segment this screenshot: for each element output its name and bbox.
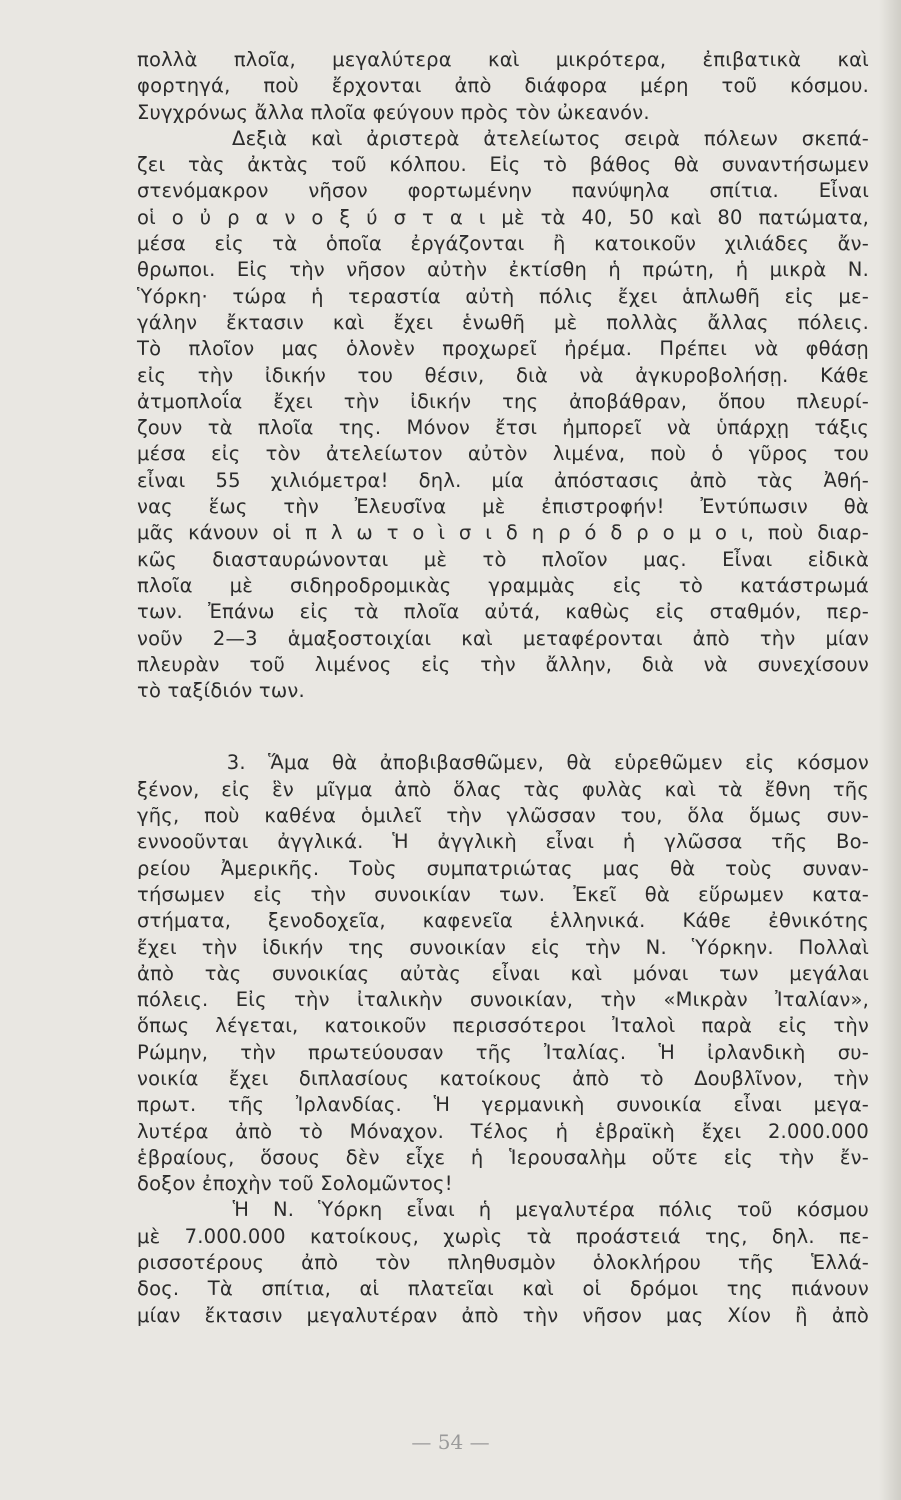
text-line: εννοοῦνται ἀγγλικά. Ἡ ἀγγλικὴ εἶναι ἡ γλῶσσα τῆς Βο-	[137, 830, 869, 854]
text-line: εἶναι 55 χιλιόμετρα! δηλ. μία ἀπόστασις ἀπὸ τὰς Ἀθή-	[137, 468, 869, 492]
text-line: ζουν τὰ πλοῖα της. Μόνον ἔτσι ἠμπορεῖ νὰ ὑπάρχῃ τάξις	[137, 416, 869, 440]
paragraph-gap	[137, 704, 869, 750]
text-line: ξένον, εἰς ἓν μῖγμα ἀπὸ ὅλας τὰς φυλὰς καὶ τὰ ἔθνη τῆς	[137, 777, 869, 801]
paragraph-3	[137, 1197, 869, 1328]
text-line: ρείου Ἀμερικῆς. Τοὺς συμπατριώτας μας θὰ τοὺς συναν-	[137, 856, 869, 880]
text-line: ἔχει τὴν ἰδικήν της συνοικίαν εἰς τὴν Ν. Ὑόρκην. Πολλαὶ	[137, 935, 869, 959]
text-line: μίαν ἔκτασιν μεγαλυτέραν ἀπὸ τὴν νῆσον μας Χίον ἢ ἀπὸ	[137, 1303, 869, 1327]
text-line: τὸ ταξίδιόν των.	[137, 679, 305, 703]
text-line: ὅπως λέγεται, κατοικοῦν περισσότεροι Ἰταλοὶ παρὰ εἰς τὴν	[137, 1014, 869, 1038]
text-line: ἀπὸ τὰς συνοικίας αὐτὰς εἶναι καὶ μόναι των μεγάλαι	[137, 961, 869, 985]
text-line: ρισσοτέρους ἀπὸ τὸν πληθυσμὸν ὁλοκλήρου τῆς Ἑλλά-	[137, 1251, 869, 1275]
text-line: ἀτμοπλοΐα ἔχει τὴν ἰδικήν της ἀποβάθραν, ὅπου πλευρί-	[137, 389, 869, 413]
text-line: δος. Τὰ σπίτια, αἱ πλατεῖαι καὶ οἱ δρόμοι της πιάνουν	[137, 1277, 869, 1301]
text-line: νας ἕως τὴν Ἐλευσῖνα μὲ ἐπιστροφήν! Ἐντύπωσιν θὰ	[137, 495, 869, 519]
text-line: πολλὰ πλοῖα, μεγαλύτερα καὶ μικρότερα, ἐπιβατικὰ καὶ	[137, 48, 869, 71]
text-line: νοικία ἔχει διπλασίους κατοίκους ἀπὸ τὸ Δουβλῖνον, τὴν	[137, 1066, 869, 1090]
text-line: θρωποι. Εἰς τὴν νῆσον αὐτὴν ἐκτίσθη ἡ πρώτη, ἡ μικρὰ Ν.	[137, 258, 869, 282]
text-line: των. Ἐπάνω εἰς τὰ πλοῖα αὐτά, καθὼς εἰς σταθμόν, περ-	[137, 600, 869, 624]
page-number: — 54 —	[411, 1430, 490, 1454]
text-line: Δεξιὰ καὶ ἀριστερὰ ἀτελείωτος σειρὰ πόλεων σκεπά-	[137, 126, 869, 150]
text-line: πλευρὰν τοῦ λιμένος εἰς τὴν ἄλλην, διὰ νὰ συνεχίσουν	[137, 652, 869, 676]
text-line: πόλεις. Εἰς τὴν ἰταλικὴν συνοικίαν, τὴν «Μικρὰν Ἰταλίαν»,	[137, 988, 869, 1012]
text-line: φορτηγά, ποὺ ἔρχονται ἀπὸ διάφορα μέρη τοῦ κόσμου.	[137, 74, 869, 98]
text-line: γάλην ἔκτασιν καὶ ἔχει ἑνωθῆ μὲ πολλὰς ἄλλας πόλεις.	[137, 310, 869, 334]
text-line: πρωτ. τῆς Ἰρλανδίας. Ἡ γερμανικὴ συνοικία εἶναι μεγα-	[137, 1093, 869, 1117]
paragraph-1	[137, 47, 869, 704]
text-line: Ὑόρκη· τώρα ἡ τεραστία αὐτὴ πόλις ἔχει ἁπλωθῆ εἰς με-	[137, 284, 869, 308]
text-line: 3. Ἅμα θὰ ἀποβιβασθῶμεν, θὰ εὑρεθῶμεν εἰς κόσμον	[137, 751, 869, 775]
text-line: εἰς τὴν ἰδικήν του θέσιν, διὰ νὰ ἀγκυροβολήσῃ. Κάθε	[137, 363, 869, 387]
text-line: Τὸ πλοῖον μας ὁλονὲν προχωρεῖ ἠρέμα. Πρέπει νὰ φθάσῃ	[137, 337, 869, 361]
text-line: μέσα εἰς τὰ ὁποῖα ἐργάζονται ἢ κατοικοῦν χιλιάδες ἄν-	[137, 232, 869, 256]
page-text	[137, 47, 869, 1329]
text-line: μέσα εἰς τὸν ἀτελείωτον αὐτὸν λιμένα, ποὺ ὁ γῦρος του	[137, 442, 869, 466]
text-line: κῶς διασταυρώνονται μὲ τὸ πλοῖον μας. Εἶναι εἰδικὰ	[137, 547, 869, 571]
text-line: μὲ 7.000.000 κατοίκους, χωρὶς τὰ προάστειά της, δηλ. πε-	[137, 1224, 869, 1248]
text-line: ἑβραίους, ὅσους δὲν εἶχε ἡ Ἱερουσαλὴμ οὔτε εἰς τὴν ἔν-	[137, 1145, 869, 1169]
paragraph-2	[137, 750, 869, 1197]
text-line: οἱ ο ὐ ρ α ν ο ξ ύ σ τ α ι μὲ τὰ 40, 50 καὶ 80 πατώματα,	[137, 205, 869, 229]
page-gutter-shadow	[879, 0, 901, 1500]
text-line: Ρώμην, τὴν πρωτεύουσαν τῆς Ἰταλίας. Ἡ ἰρλανδικὴ συ-	[137, 1040, 869, 1064]
text-line: στενόμακρον νῆσον φορτωμένην πανύψηλα σπίτια. Εἶναι	[137, 179, 869, 203]
text-line: Συγχρόνως ἄλλα πλοῖα φεύγουν πρὸς τὸν ὠκεανόν.	[137, 100, 650, 124]
text-line: Ἡ Ν. Ὑόρκη εἶναι ἡ μεγαλυτέρα πόλις τοῦ κόσμου	[137, 1198, 869, 1222]
text-line: μᾶς κάνουν οἱ π λ ω τ ο ὶ σ ι δ η ρ ό δ ρ ο μ ο ι, ποὺ διαρ-	[137, 521, 869, 545]
text-line: δοξον ἐποχὴν τοῦ Σολομῶντος!	[137, 1172, 453, 1196]
text-line: νοῦν 2—3 ἁμαξοστοιχίαι καὶ μεταφέρονται ἀπὸ τὴν μίαν	[137, 626, 869, 650]
text-line: τήσωμεν εἰς τὴν συνοικίαν των. Ἐκεῖ θὰ εὕρωμεν κατα-	[137, 882, 869, 906]
text-line: στήματα, ξενοδοχεῖα, καφενεῖα ἑλληνικά. Κάθε ἐθνικότης	[137, 909, 869, 933]
text-line: λυτέρα ἀπὸ τὸ Μόναχον. Τέλος ἡ ἑβραϊκὴ ἔχει 2.000.000	[137, 1119, 869, 1143]
text-line: πλοῖα μὲ σιδηροδρομικὰς γραμμὰς εἰς τὸ κατάστρωμά	[137, 573, 869, 597]
text-line: γῆς, ποὺ καθένα ὁμιλεῖ τὴν γλῶσσαν του, ὅλα ὅμως συν-	[137, 804, 869, 828]
text-line: ζει τὰς ἀκτὰς τοῦ κόλπου. Εἰς τὸ βάθος θὰ συναντήσωμεν	[137, 153, 869, 177]
